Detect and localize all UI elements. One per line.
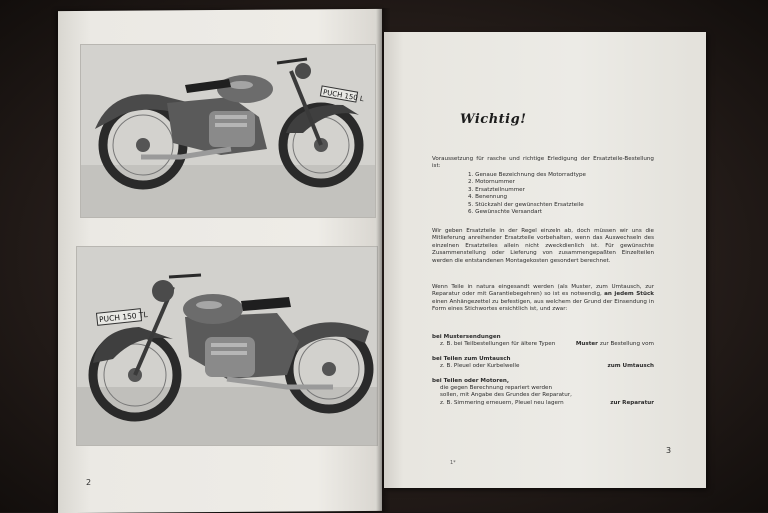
case-heading: bei Mustersendungen <box>432 334 501 340</box>
motorcycle-photo-top <box>80 44 376 218</box>
list-item: 4. Benennung <box>468 194 508 201</box>
list-item: 3. Ersatzteilnummer <box>468 186 525 193</box>
paragraph-shipments <box>432 284 654 314</box>
case-tag <box>576 341 654 348</box>
case-description: z. B. Pleuel oder Kurbelwelle <box>440 363 520 370</box>
case-item <box>432 334 654 349</box>
list-item: 6. Gewünschte Versandart <box>468 209 542 216</box>
list-item: 1. Genaue Bezeichnung des Motorradtype <box>468 172 586 178</box>
case-item <box>432 356 654 371</box>
list-item: 5. Stückzahl der gewünschten Ersatzteile <box>468 201 584 208</box>
requirements-list <box>468 172 586 216</box>
case-description: z. B. bei Teilbestellungen für ältere Typen <box>440 341 556 348</box>
list-item: 2. Motornummer <box>468 179 515 186</box>
case-tag-label: zum Umtausch <box>607 363 654 370</box>
plate-text-top: PUCH 150 L <box>322 88 365 104</box>
page-title: Wichtig! <box>460 112 527 127</box>
case-description: die gegen Berechnung repariert werden sollen, mit Angabe des Grundes der Reparatur, z. B. Simmering erneuern, Pleuel neu lagern <box>440 385 572 406</box>
case-tag-rest: zur Bestellung vom <box>599 341 654 348</box>
plate-text-bottom: PUCH 150 TL <box>98 310 149 325</box>
motorcycle-image-bottom <box>77 247 377 445</box>
footnote-mark: 1* <box>450 460 456 466</box>
case-tag <box>610 400 654 407</box>
page-number-left: 2 <box>86 478 92 487</box>
page-number-right: 3 <box>666 446 672 455</box>
case-item <box>432 378 654 408</box>
case-tag <box>608 363 654 370</box>
motorcycle-image-top <box>81 45 375 217</box>
paragraph-shipments-emphasis: an jedem Stück <box>604 291 654 298</box>
motorcycle-photo-bottom <box>76 246 378 446</box>
case-list <box>432 334 654 414</box>
paragraph-shipments-text-b: einen Anhängezettel zu befestigen, aus welchem der Grund der Einsendung in Form eines Stichwortes ersichtlich ist, und zwar: <box>432 298 654 313</box>
case-tag-label: zur Reparatur <box>610 399 654 406</box>
paragraph-spare-parts: Wir geben Ersatzteile in der Regel einzeln ab, doch müssen wir uns die Mitlieferung anreihender Ersatzteile vorbehalten, wenn das Auswechseln des einzelnen Ersatzteiles allein nicht zweckdienlich ist. Für gewünschte Zusammenstellung oder Lieferung von zusammengepaßten Einzelteilen werden die entstandenen Montagekosten gesondert berechnet. <box>432 228 654 264</box>
case-heading: bei Teilen oder Motoren, <box>432 377 510 384</box>
paragraph-shipments-text-a: Wenn Teile in natura eingesandt werden (als Muster, zum Umtausch, zur Reparatur oder mit Garantiebegehren) so ist es notwendig, <box>432 284 654 298</box>
case-tag-label: Muster <box>575 341 598 348</box>
intro-paragraph: Voraussetzung für rasche und richtige Erledigung der Ersatzteile-Bestellung ist: <box>432 156 654 170</box>
case-heading: bei Teilen zum Umtausch <box>432 355 511 362</box>
